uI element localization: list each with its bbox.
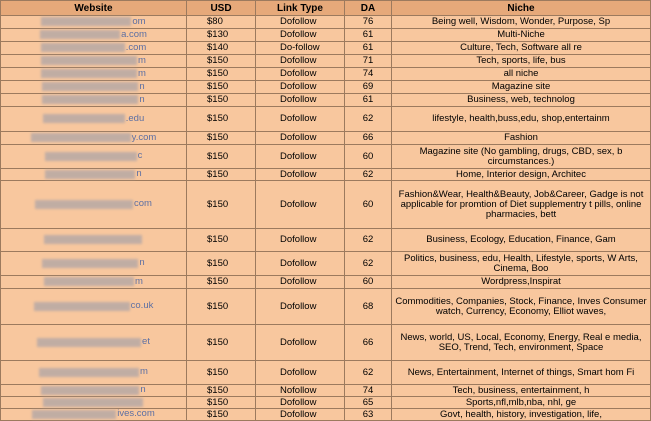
cell-da[interactable]: 71 [345,55,392,68]
redacted-url-blur [42,82,138,91]
redacted-url-blur [45,152,137,161]
cell-link-type[interactable]: Dofollow [256,325,345,361]
table-row[interactable] [1,29,651,42]
cell-usd[interactable]: $150 [187,385,256,397]
cell-niche[interactable]: Tech, sports, life, bus [392,55,651,68]
cell-usd[interactable]: $150 [187,81,256,94]
cell-niche[interactable]: Tech, business, entertainment, h [392,385,651,397]
cell-da[interactable]: 74 [345,385,392,397]
table-row[interactable] [1,397,651,409]
cell-niche[interactable]: lifestyle, health,buss,edu, shop,entertainm [392,107,651,132]
cell-da[interactable]: 60 [345,181,392,229]
website-suffix: om [132,15,146,27]
website-suffix: m [138,67,146,79]
cell-website[interactable] [1,107,187,132]
website-suffix: n [139,257,145,269]
cell-da[interactable]: 69 [345,81,392,94]
cell-link-type[interactable]: Dofollow [256,81,345,94]
header-row [1,1,651,16]
website-suffix: et [142,336,150,348]
cell-da[interactable]: 61 [345,29,392,42]
redacted-url-blur [41,56,137,65]
cell-link-type[interactable]: Dofollow [256,94,345,107]
cell-link-type[interactable]: Dofollow [256,361,345,385]
cell-link-type[interactable]: Dofollow [256,68,345,81]
cell-website[interactable] [1,409,187,421]
cell-link-type[interactable]: Dofollow [256,181,345,229]
website-suffix: m [138,54,146,66]
redacted-url-blur [42,95,138,104]
table-row[interactable] [1,94,651,107]
cell-usd[interactable]: $140 [187,42,256,55]
cell-da[interactable]: 62 [345,361,392,385]
website-suffix: n [136,168,142,180]
redacted-url-blur [41,69,137,78]
table-row[interactable] [1,107,651,132]
cell-link-type[interactable]: Dofollow [256,16,345,29]
table-body [1,16,651,421]
cell-usd[interactable]: $150 [187,145,256,169]
table-row[interactable] [1,409,651,421]
redacted-url-blur [41,386,139,395]
cell-website[interactable] [1,145,187,169]
cell-usd[interactable]: $150 [187,289,256,325]
cell-da[interactable]: 62 [345,252,392,276]
header-da[interactable]: DA [345,1,392,16]
redacted-url-blur [41,43,125,52]
table-row[interactable] [1,42,651,55]
cell-website[interactable] [1,361,187,385]
redacted-url-blur [43,398,143,407]
table-row[interactable] [1,229,651,252]
cell-da[interactable]: 61 [345,94,392,107]
redacted-url-blur [32,410,116,419]
cell-niche[interactable]: Commodities, Companies, Stock, Finance, Inves Consumer watch, Currency, Economy, Elliot waves, [392,289,651,325]
header-link-type[interactable]: Link Type [256,1,345,16]
website-suffix: c [137,150,143,162]
cell-website[interactable] [1,289,187,325]
redacted-url-blur [40,30,120,39]
cell-website[interactable] [1,42,187,55]
cell-niche[interactable]: Sports,nfl,mlb,nba, nhl, ge [392,397,651,409]
table-row[interactable] [1,289,651,325]
website-suffix: m [135,275,143,287]
cell-da[interactable]: 66 [345,132,392,145]
cell-usd[interactable]: $150 [187,94,256,107]
cell-niche[interactable]: Wordpress,Inspirat [392,276,651,289]
cell-da[interactable]: 62 [345,107,392,132]
cell-da[interactable]: 60 [345,276,392,289]
cell-link-type[interactable]: Do-follow [256,42,345,55]
cell-website[interactable] [1,81,187,94]
redacted-url-blur [41,17,131,26]
website-suffix: com [134,198,152,210]
cell-niche[interactable]: Politics, business, edu, Health, Lifestyle, sports, W Arts, Cinema, Boo [392,252,651,276]
cell-da[interactable]: 68 [345,289,392,325]
cell-da[interactable]: 61 [345,42,392,55]
cell-website[interactable] [1,68,187,81]
cell-usd[interactable]: $150 [187,397,256,409]
table-row[interactable] [1,145,651,169]
cell-usd[interactable]: $150 [187,107,256,132]
table-row[interactable] [1,181,651,229]
cell-website[interactable] [1,55,187,68]
cell-usd[interactable]: $150 [187,229,256,252]
cell-website[interactable] [1,252,187,276]
table-row[interactable] [1,132,651,145]
cell-niche[interactable]: Govt, health, history, investigation, life, [392,409,651,421]
cell-website[interactable] [1,325,187,361]
redacted-url-blur [44,235,142,244]
cell-da[interactable]: 74 [345,68,392,81]
website-suffix: a.com [121,28,147,40]
cell-da[interactable]: 60 [345,145,392,169]
table-row[interactable] [1,81,651,94]
website-suffix: .edu [125,112,145,124]
cell-link-type[interactable]: Dofollow [256,289,345,325]
website-suffix: ives.com [117,408,155,420]
table-row[interactable] [1,169,651,181]
redacted-url-blur [45,170,135,179]
header-usd[interactable]: USD [187,1,256,16]
cell-website[interactable] [1,229,187,252]
cell-website[interactable] [1,276,187,289]
cell-website[interactable] [1,132,187,145]
header-niche[interactable]: Niche [392,1,651,16]
redacted-url-blur [34,302,130,311]
cell-niche[interactable]: Fashion [392,132,651,145]
cell-usd[interactable]: $150 [187,55,256,68]
cell-website[interactable] [1,397,187,409]
cell-website[interactable] [1,16,187,29]
table-row[interactable] [1,68,651,81]
cell-link-type[interactable]: Dofollow [256,55,345,68]
cell-niche[interactable]: Business, Ecology, Education, Finance, Gam [392,229,651,252]
website-suffix: co.uk [130,300,154,312]
cell-da[interactable]: 76 [345,16,392,29]
website-suffix: n [139,93,145,105]
cell-usd[interactable]: $150 [187,68,256,81]
cell-da[interactable]: 65 [345,397,392,409]
cell-niche[interactable]: News, world, US, Local, Economy, Energy, Real e media, SEO, Trend, Tech, environment, Space [392,325,651,361]
header-website[interactable]: Website [1,1,187,16]
website-suffix: n [140,384,146,396]
cell-niche[interactable]: Multi-Niche [392,29,651,42]
cell-link-type[interactable]: Dofollow [256,107,345,132]
table-row[interactable] [1,16,651,29]
cell-usd[interactable]: $150 [187,132,256,145]
redacted-url-blur [37,338,141,347]
website-suffix: .com [125,41,147,53]
cell-niche[interactable]: Being well, Wisdom, Wonder, Purpose, Sp [392,16,651,29]
redacted-url-blur [39,368,139,377]
cell-usd[interactable]: $80 [187,16,256,29]
table-row[interactable] [1,252,651,276]
table-row[interactable] [1,325,651,361]
cell-link-type[interactable]: Nofollow [256,385,345,397]
cell-link-type[interactable]: Dofollow [256,229,345,252]
website-suffix: y.com [131,131,157,143]
redacted-url-blur [31,133,131,142]
cell-niche[interactable]: Home, Interior design, Architec [392,169,651,181]
redacted-url-blur [43,114,125,123]
cell-website[interactable] [1,94,187,107]
table-row[interactable] [1,361,651,385]
website-suffix: n [139,80,145,92]
redacted-url-blur [44,277,134,286]
cell-da[interactable]: 62 [345,229,392,252]
cell-usd[interactable]: $150 [187,169,256,181]
cell-website[interactable] [1,29,187,42]
cell-website[interactable] [1,181,187,229]
cell-link-type[interactable]: Dofollow [256,29,345,42]
cell-website[interactable] [1,385,187,397]
website-suffix: m [140,366,148,378]
redacted-url-blur [42,259,138,268]
cell-link-type[interactable]: Dofollow [256,132,345,145]
cell-niche[interactable]: Magazine site (No gambling, drugs, CBD, sex, b circumstances.) [392,145,651,169]
cell-link-type[interactable]: Dofollow [256,409,345,421]
cell-usd[interactable]: $150 [187,325,256,361]
cell-usd[interactable]: $150 [187,409,256,421]
cell-da[interactable]: 63 [345,409,392,421]
table-row[interactable] [1,385,651,397]
cell-link-type[interactable]: Dofollow [256,276,345,289]
redacted-url-blur [35,200,133,209]
cell-da[interactable]: 66 [345,325,392,361]
table-row[interactable] [1,55,651,68]
cell-niche[interactable]: Fashion&Wear, Health&Beauty, Job&Career, Gadge is not applicable for promtion of Diet supplementry t pills, online pharmacies, bett [392,181,651,229]
cell-usd[interactable]: $150 [187,276,256,289]
cell-niche[interactable]: Business, web, technolog [392,94,651,107]
cell-usd[interactable]: $150 [187,252,256,276]
cell-link-type[interactable]: Dofollow [256,169,345,181]
cell-niche[interactable]: News, Entertainment, Internet of things, Smart hom Fi [392,361,651,385]
table-row[interactable] [1,276,651,289]
cell-usd[interactable]: $150 [187,181,256,229]
cell-niche[interactable]: Magazine site [392,81,651,94]
cell-niche[interactable]: all niche [392,68,651,81]
cell-link-type[interactable]: Dofollow [256,145,345,169]
cell-link-type[interactable]: Dofollow [256,397,345,409]
cell-da[interactable]: 62 [345,169,392,181]
cell-link-type[interactable]: Dofollow [256,252,345,276]
cell-niche[interactable]: Culture, Tech, Software all re [392,42,651,55]
cell-usd[interactable]: $150 [187,361,256,385]
cell-usd[interactable]: $130 [187,29,256,42]
cell-website[interactable] [1,169,187,181]
